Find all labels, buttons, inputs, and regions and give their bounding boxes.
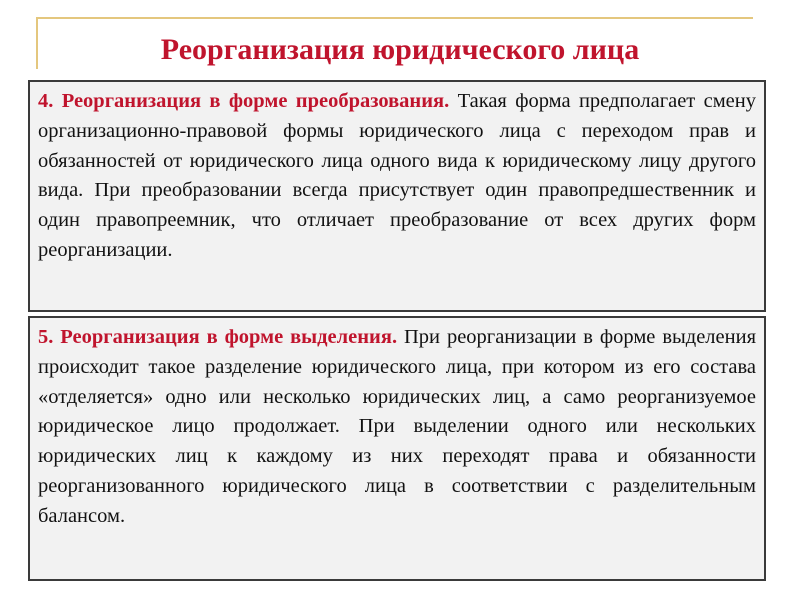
section-transformation (28, 80, 766, 312)
accent-line-left (36, 17, 38, 69)
accent-line-top (36, 17, 753, 19)
slide-title: Реорганизация юридического лица (160, 33, 640, 66)
section-lead: 5. Реорганизация в форме выделения. (38, 326, 404, 348)
section-separation (28, 316, 766, 581)
section-lead: 4. Реорганизация в форме преобразования. (38, 90, 458, 112)
section-body: Такая форма предполагает смену организационно-правовой формы юридического лица с переходом прав и обязанностей от юридического лица одного вида к юридическому лицу другого вида. При преобразовании всегда присутствует один правопредшественник и один правопреемник, что отличает преобразование от всех других форм реорганизации. (38, 90, 756, 261)
section-body: При реорганизации в форме выделения происходит такое разделение юридического лица, при котором из его состава «отделяется» одно или несколько юридических лиц, а само реорганизуемое юридическое лицо продолжает. При выделении одного или нескольких юридических лиц к каждому из них переходят права и обязанности реорганизованного юридического лица в соответствии с разделительным балансом. (38, 326, 757, 527)
